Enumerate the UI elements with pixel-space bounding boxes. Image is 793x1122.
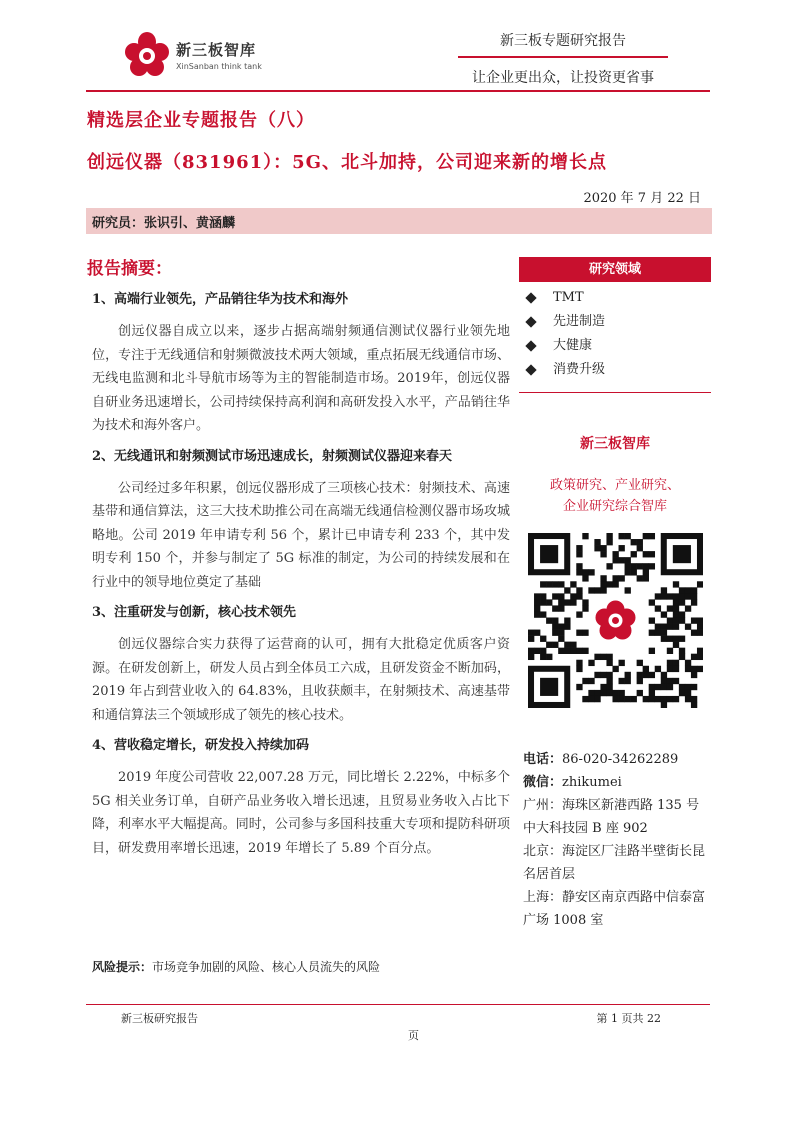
section-heading-3: 3、注重研发与创新，核心技术领先 <box>92 605 297 620</box>
contact-beijing: 北京：海淀区厂洼路半壁街长昆名居首层 <box>523 844 706 882</box>
org-description: 政策研究、产业研究、 企业研究综合智库 <box>549 478 680 514</box>
diamond-bullet-icon <box>525 292 536 303</box>
risk-warning <box>92 958 380 975</box>
section-body-1: 创远仪器自成立以来，逐步占据高端射频通信测试仪器行业领先地位，专注于无线通信和射频微波技术两大领域，重点拓展无线通信市场、无线电监测和北斗导航市场等为主的智能制造市场。2019年，创远仪器自研业务迅速增长，公司持续保持高利润和高研发投入水平，产品销往华为技术和海外客户。 <box>92 324 510 433</box>
contact-shanghai: 上海：静安区南京西路中信泰富广场 1008 室 <box>523 890 706 928</box>
analyst-bar <box>86 208 712 234</box>
list-item: 先进制造 <box>527 310 711 334</box>
report-date: 2020 年 7 月 22 日 <box>583 191 701 206</box>
contact-wechat: 微信：zhikumei <box>523 775 622 790</box>
contact-guangzhou: 广州：海珠区新港西路 135 号中大科技园 B 座 902 <box>523 798 700 836</box>
section-body-4: 2019 年度公司营收 22,007.28 万元，同比增长 2.22%，中标多个5G 相关业务订单，自研产品业务收入增长迅速，且贸易业务收入占比下降，利率水平大幅提高。同时，公司参与多国科技重大专项和提防科研项目，研发费用率增长迅速，2019 年增长了 5.89 个百分点。 <box>92 770 510 856</box>
page-number: 第 1 页共 22 <box>596 1012 661 1025</box>
risk-text: 市场竞争加剧的风险、核心人员流失的风险 <box>152 960 381 974</box>
contact-phone: 电话：86-020-34262289 <box>523 752 679 767</box>
slogan: 让企业更出众，让投资更省事 <box>472 70 654 86</box>
section-heading-1: 1、高端行业领先，产品销往华为技术和海外 <box>92 292 349 307</box>
analyst-names: 研究员：张识引、黄涵麟 <box>92 215 236 231</box>
logo-name-en: XinSanban think tank <box>176 62 262 71</box>
diamond-bullet-icon <box>525 364 536 375</box>
report-title: 创远仪器（831961）：5G、北斗加持，公司迎来新的增长点 <box>87 152 608 173</box>
list-item: 消费升级 <box>527 358 711 382</box>
summary-heading: 报告摘要： <box>87 259 172 279</box>
list-item: TMT <box>527 286 711 310</box>
contact-info <box>519 748 711 932</box>
header-right <box>458 30 668 87</box>
research-field-list <box>519 282 711 393</box>
header-divider <box>86 90 710 92</box>
logo-name-cn: 新三板智库 <box>176 41 257 59</box>
brand-logo <box>122 32 262 78</box>
summary-content <box>92 287 510 866</box>
org-name: 新三板智库 <box>580 436 650 452</box>
logo-flower-icon <box>122 32 172 78</box>
section-body-3: 创远仪器综合实力获得了运营商的认可，拥有大批稳定优质客户资源。在研发创新上，研发人员占到全体员工六成，且研发资金不断加码，2019 年占到营业收入的 64.83%，且收获颇丰，在射频技术、高速基带和通信算法三个领域形成了领先的核心技术。 <box>92 637 510 723</box>
report-type: 新三板专题研究报告 <box>458 30 668 58</box>
page-number-suffix: 页 <box>408 1029 419 1042</box>
list-item: 大健康 <box>527 334 711 358</box>
diamond-bullet-icon <box>525 316 536 327</box>
section-heading-2: 2、无线通讯和射频测试市场迅速成长，射频测试仪器迎来春天 <box>92 448 453 464</box>
qr-code-icon <box>528 533 703 708</box>
sidebar <box>519 257 711 932</box>
research-field-heading: 研究领域 <box>519 257 711 282</box>
footer-divider <box>86 1004 710 1005</box>
series-title: 精选层企业专题报告（八） <box>87 110 315 131</box>
risk-label: 风险提示： <box>92 960 153 974</box>
diamond-bullet-icon <box>525 340 536 351</box>
section-body-2: 公司经过多年积累，创远仪器形成了三项核心技术：射频技术、高速基带和通信算法，这三大技术助推公司在高端无线通信检测仪器市场攻城略地。公司 2019 年申请专利 56 个，累计已申请专利 233 个，其中发明专利 150 个，并参与制定了 5G 标准的制定，为公司的持续发展和在行业中的领导地位奠定了基础 <box>92 480 510 590</box>
footer-left: 新三板研究报告 <box>121 1012 198 1025</box>
section-heading-4: 4、营收稳定增长，研发投入持续加码 <box>92 738 310 753</box>
